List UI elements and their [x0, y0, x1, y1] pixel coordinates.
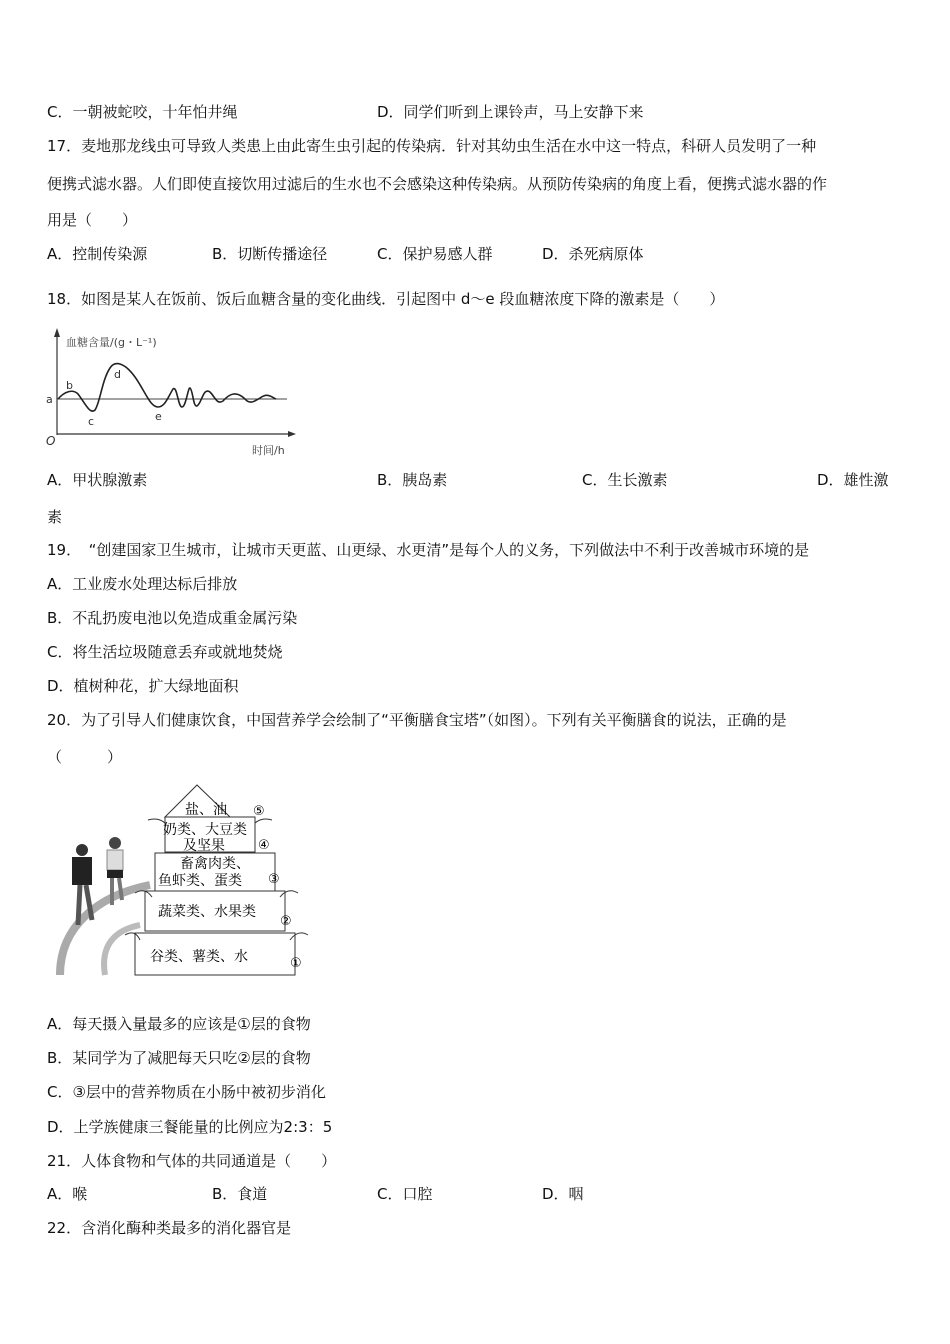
point-c: c: [88, 415, 95, 428]
q20-option-b: B．某同学为了减肥每天只吃②层的食物: [47, 1049, 311, 1067]
graph-xlabel: 时间/h: [252, 444, 285, 457]
q18-option-a: A．甲状腺激素: [47, 471, 148, 489]
layer1-number: ①: [290, 956, 302, 971]
q19-option-d: D．植树种花，扩大绿地面积: [47, 677, 239, 695]
q18-stem: 18．如图是某人在饭前、饭后血糖含量的变化曲线．引起图中 d～e 段血糖浓度下降的激素是（ ）: [47, 290, 725, 308]
q18-option-d-wrap: 素: [47, 508, 63, 526]
q18-option-d: D．雄性激: [817, 471, 889, 489]
layer5-number: ⑤: [253, 804, 265, 819]
q19-option-b: B．不乱扔废电池以免造成重金属污染: [47, 609, 298, 627]
q16-option-d: D．同学们听到上课铃声，马上安静下来: [377, 103, 644, 121]
q16-option-c: C．一朝被蛇咬，十年怕井绳: [47, 103, 238, 121]
q20-paren: （ ）: [47, 748, 123, 766]
q19-option-c: C．将生活垃圾随意丢弃或就地焚烧: [47, 643, 283, 661]
graph-origin: O: [46, 434, 56, 448]
q18-option-c: C．生长激素: [582, 471, 668, 489]
blood-sugar-graph: [40, 325, 300, 460]
layer2-number: ②: [280, 914, 292, 929]
layer4-number: ④: [258, 838, 270, 853]
point-b: b: [66, 379, 73, 392]
runner-man: [72, 844, 92, 925]
layer3-number: ③: [268, 872, 280, 887]
food-pyramid-figure: [40, 775, 310, 985]
layer2-label: 蔬菜类、水果类: [158, 904, 256, 920]
q19-option-a: A．工业废水处理达标后排放: [47, 575, 238, 593]
q20-stem: 20．为了引导人们健康饮食，中国营养学会绘制了“平衡膳食宝塔”（如图）。下列有关平衡膳食的说法，正确的是: [47, 711, 787, 729]
q22-stem: 22．含消化酶种类最多的消化器官是: [47, 1219, 292, 1237]
q20-option-a: A．每天摄入量最多的应该是①层的食物: [47, 1015, 311, 1033]
q17-option-b: B．切断传播途径: [212, 245, 328, 263]
layer4-label-a: 奶类、大豆类: [163, 822, 247, 838]
q21-stem: 21．人体食物和气体的共同通道是（ ）: [47, 1152, 337, 1170]
point-e: e: [155, 410, 162, 423]
q21-option-c: C．口腔: [377, 1185, 433, 1203]
layer1-label: 谷类、薯类、水: [150, 949, 248, 965]
layer4-label-b: 及坚果: [183, 838, 225, 854]
graph-ylabel: 血糖含量/(g・L⁻¹): [66, 336, 157, 349]
layer3-label-a: 畜禽肉类、: [180, 856, 250, 872]
q21-option-d: D．咽: [542, 1185, 584, 1203]
q17-stem-line3: 用是（ ）: [47, 211, 138, 229]
q20-option-c: C．③层中的营养物质在小肠中被初步消化: [47, 1083, 326, 1101]
q21-option-b: B．食道: [212, 1185, 268, 1203]
q19-stem: 19． “创建国家卫生城市，让城市天更蓝、山更绿、水更清”是每个人的义务，下列做法中不利于改善城市环境的是: [47, 541, 810, 559]
q17-option-d: D．杀死病原体: [542, 245, 644, 263]
q18-option-b: B．胰岛素: [377, 471, 448, 489]
q17-option-a: A．控制传染源: [47, 245, 148, 263]
point-a: a: [46, 393, 53, 406]
layer5-label: 盐、油: [185, 802, 227, 818]
q17-option-c: C．保护易感人群: [377, 245, 493, 263]
q21-option-a: A．喉: [47, 1185, 88, 1203]
q17-stem-line1: 17．麦地那龙线虫可导致人类患上由此寄生虫引起的传染病．针对其幼虫生活在水中这一特点，科研人员发明了一种: [47, 137, 817, 155]
q17-stem-line2: 便携式滤水器。人们即使直接饮用过滤后的生水也不会感染这种传染病。从预防传染病的角度上看，便携式滤水器的作: [47, 175, 828, 193]
q20-option-d: D．上学族健康三餐能量的比例应为2:3：5: [47, 1118, 333, 1136]
layer3-label-b: 鱼虾类、蛋类: [158, 873, 242, 889]
point-d: d: [114, 368, 121, 381]
